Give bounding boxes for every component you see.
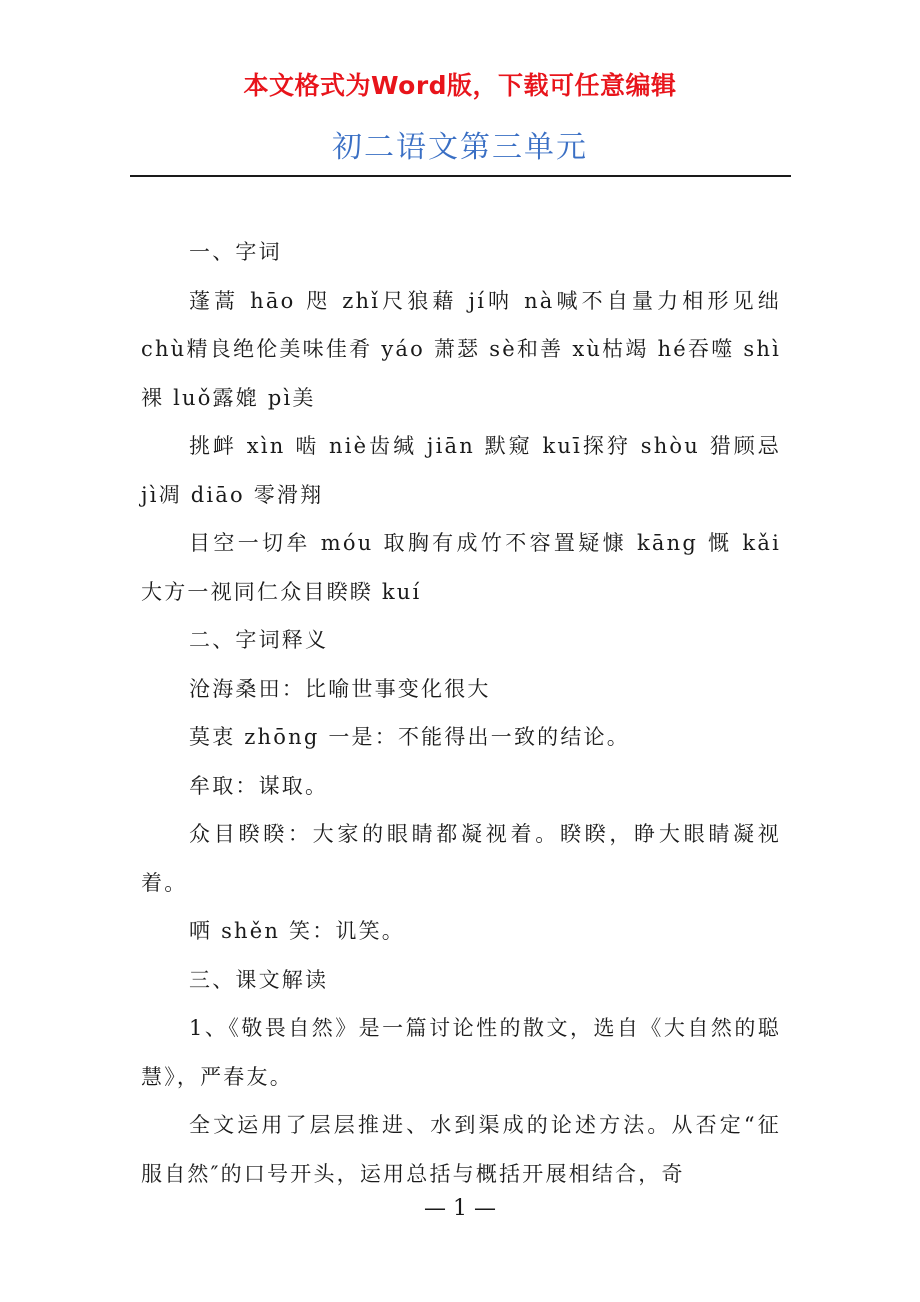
paragraph: 牟取：谋取。 — [189, 773, 329, 798]
page-number: — 1 — — [424, 1196, 496, 1221]
section-heading: 三、课文解读 — [189, 967, 329, 992]
section-heading: 一、字词 — [189, 240, 282, 264]
document-body — [141, 228, 781, 1198]
paragraph: 1、《敬畏自然》是一篇讨论性的散文，选自《大自然的聪慧》，严春友。 — [141, 1016, 781, 1089]
document-title: 初二语文第三单元 — [332, 130, 588, 165]
paragraph: 众目睽睽：大家的眼睛都凝视着。睽睽，睁大眼睛凝视着。 — [141, 822, 781, 895]
paragraph: 挑衅 xìn 啮 niè齿缄 jiān 默窥 kuī探狩 shòu 猎顾忌 jì凋 diāo 零滑翔 — [141, 434, 781, 507]
paragraph: 莫衷 zhōng 一是：不能得出一致的结论。 — [189, 725, 630, 749]
paragraph: 蓬蒿 hāo 咫 zhǐ尺狼藉 jí呐 nà喊不自量力相形见绌 chù精良绝伦美味佳肴 yáo 萧瑟 sè和善 xù枯竭 hé吞噬 shì裸 luǒ露媲 pì美 — [141, 288, 781, 410]
download-banner: 本文格式为Word版，下载可任意编辑 — [243, 71, 677, 100]
paragraph: 目空一切牟 móu 取胸有成竹不容置疑慷 kāng 慨 kǎi 大方一视同仁众目睽睽 kuí — [141, 531, 781, 604]
paragraph: 全文运用了层层推进、水到渠成的论述方法。从否定“征服自然″的口号开头，运用总括与概括开展相结合，奇 — [141, 1113, 781, 1186]
title-divider — [130, 175, 791, 177]
paragraph: 哂 shěn 笑：讥笑。 — [189, 919, 406, 943]
section-heading: 二、字词释义 — [189, 628, 329, 652]
paragraph: 沧海桑田：比喻世事变化很大 — [189, 676, 491, 701]
